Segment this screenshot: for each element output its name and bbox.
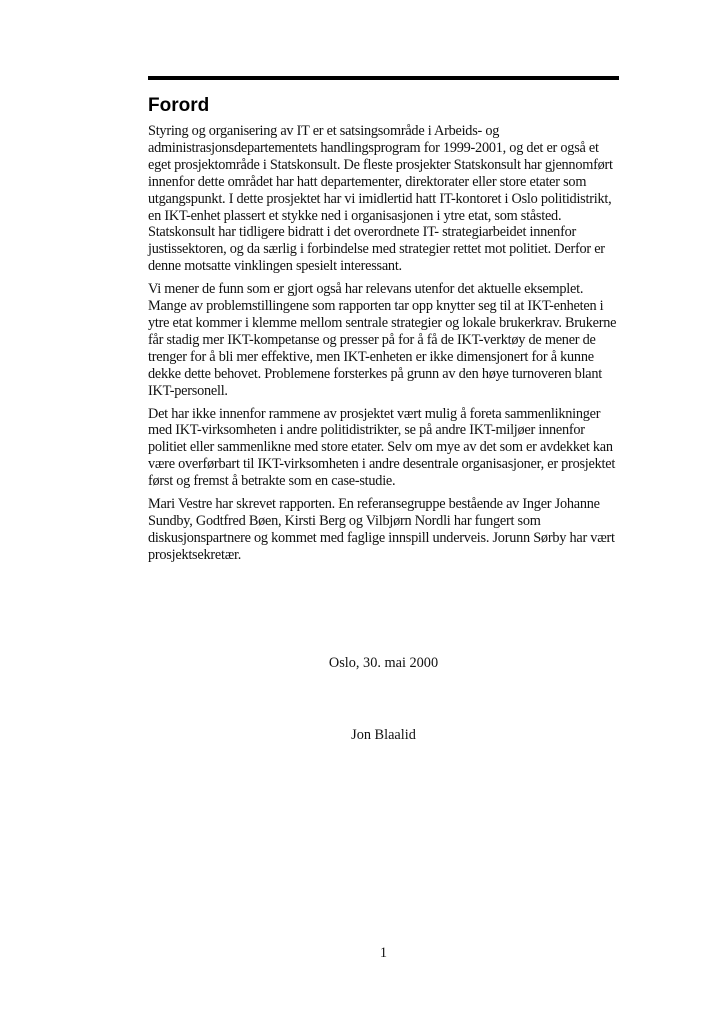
paragraph-1: Styring og organisering av IT er et satsingsområde i Arbeids- og administrasjonsdepartementets handlingsprogram for 1999-2001, og det er også et eget prosjektområde i Statskonsult. De fleste prosjekter Statskonsult har gjennomført innenfor dette området har hatt departementer, direktorater eller store etater som utgangspunkt. I dette prosjektet har vi imidlertid hatt IT-kontoret i Oslo politidistrikt, en IKT-enhet plassert et stykke ned i organisasjonen i ytre etat, som ståsted. Statskonsult har tidligere bidratt i det overordnete IT- strategiarbeidet innenfor justissektoren, og da særlig i forbindelse med strategier rettet mot politiet. Derfor er denne motsatte vinklingen spesielt interessant.	[148, 123, 613, 275]
author-signature: Jon Blaalid	[351, 727, 416, 743]
paragraph-2: Vi mener de funn som er gjort også har relevans utenfor det aktuelle eksemplet. Mange av problemstillingene som rapporten tar opp knytter seg til at IKT-enheten i ytre etat kommer i klemme mellom sentrale strategier og lokale brukerkrav. Brukerne får stadig mer IKT-kompetanse og presser på for å få de IKT-verktøy de mener de trenger for å bli mer effektive, men IKT-enheten er ikke dimensjonert for å kunne dekke dette behovet. Problemene forsterkes på grunn av den høye turnoveren blant IKT-personell.	[148, 281, 617, 399]
paragraph-4: Mari Vestre har skrevet rapporten. En referansegruppe bestående av Inger Johanne Sundby, Godtfred Bøen, Kirsti Berg og Vilbjørn Nordli har fungert som diskusjonspartnere og kommet med faglige innspill underveis. Jorunn Sørby har vært prosjektsekretær.	[148, 496, 615, 563]
body-text	[148, 123, 619, 570]
place-date: Oslo, 30. mai 2000	[328, 655, 439, 671]
top-rule	[148, 76, 619, 80]
page-number: 1	[379, 945, 388, 961]
page-title: Forord	[148, 95, 210, 116]
paragraph-3: Det har ikke innenfor rammene av prosjektet vært mulig å foreta sammenlikninger med IKT-virksomheten i andre politidistrikter, se på andre IKT-miljøer innenfor politiet eller sammenlikne med store etater. Selv om mye av det som er avdekket kan være overførbart til IKT-virksomheten i andre desentrale organisasjoner, er prosjektet først og fremst å betrakte som en case-studie.	[148, 405, 616, 490]
